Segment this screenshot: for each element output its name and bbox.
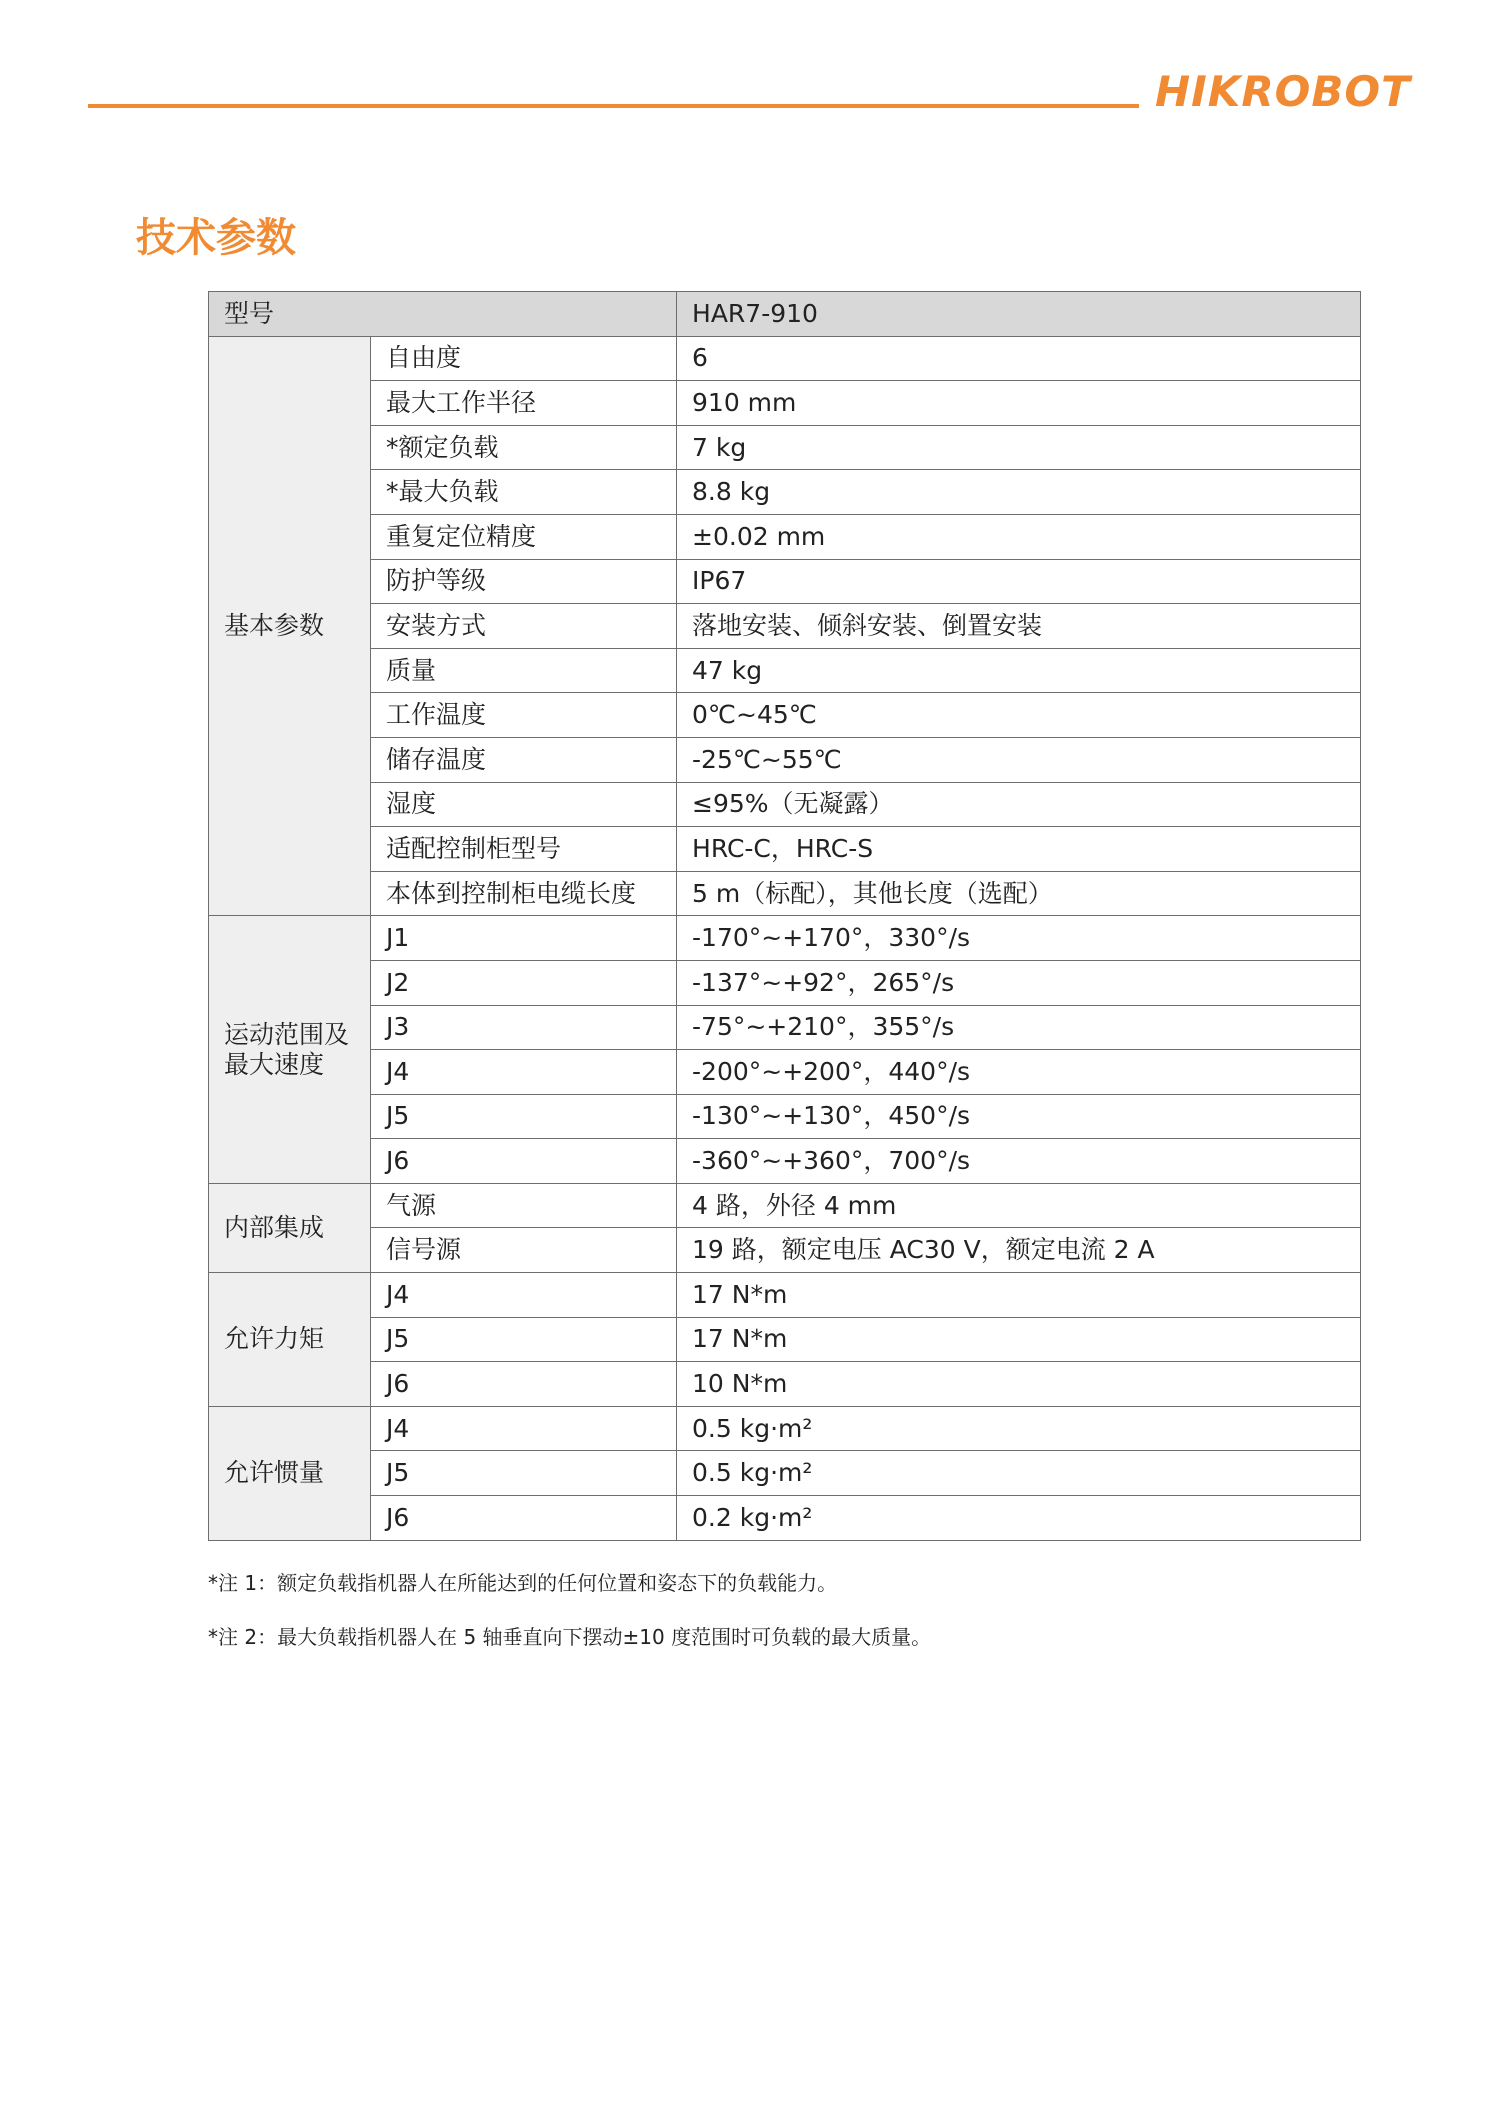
table-row <box>209 1496 1361 1541</box>
table-row <box>209 514 1361 559</box>
footnotes <box>208 1570 1358 1678</box>
model-label: 型号 <box>209 292 677 337</box>
param-label: J4 <box>371 1406 677 1451</box>
table-row <box>209 827 1361 872</box>
param-value: 0℃~45℃ <box>677 693 1361 738</box>
table-row <box>209 470 1361 515</box>
page-title: 技术参数 <box>136 215 296 261</box>
param-label: 信号源 <box>371 1228 677 1273</box>
param-value: 10 N*m <box>677 1362 1361 1407</box>
group-label <box>209 336 371 916</box>
param-label: 重复定位精度 <box>371 514 677 559</box>
footnote-2: *注 2：最大负载指机器人在 5 轴垂直向下摆动±10 度范围时可负载的最大质量。 <box>208 1625 932 1649</box>
param-label: 工作温度 <box>371 693 677 738</box>
table-row <box>209 425 1361 470</box>
table-header-row <box>209 292 1361 337</box>
param-label: J2 <box>371 960 677 1005</box>
param-value: 0.2 kg·m² <box>677 1496 1361 1541</box>
group-label-line: 内部集成 <box>224 1212 325 1242</box>
param-value: HRC-C，HRC-S <box>677 827 1361 872</box>
param-value: 17 N*m <box>677 1317 1361 1362</box>
param-value: -360°~+360°，700°/s <box>677 1139 1361 1184</box>
table-row <box>209 1362 1361 1407</box>
param-value: -200°~+200°，440°/s <box>677 1050 1361 1095</box>
param-value: 0.5 kg·m² <box>677 1406 1361 1451</box>
param-value: 落地安装、倾斜安装、倒置安装 <box>677 604 1361 649</box>
table-row <box>209 916 1361 961</box>
param-value: -170°~+170°，330°/s <box>677 916 1361 961</box>
param-label: 本体到控制柜电缆长度 <box>371 871 677 916</box>
param-label: *最大负载 <box>371 470 677 515</box>
table-row <box>209 1273 1361 1318</box>
group-label <box>209 1406 371 1540</box>
param-value: -25℃~55℃ <box>677 737 1361 782</box>
group-label <box>209 1273 371 1407</box>
table-row <box>209 871 1361 916</box>
param-value: ≤95%（无凝露） <box>677 782 1361 827</box>
param-value: -75°~+210°，355°/s <box>677 1005 1361 1050</box>
param-label: 质量 <box>371 648 677 693</box>
group-label-line: 允许惯量 <box>224 1458 325 1488</box>
param-label: 安装方式 <box>371 604 677 649</box>
param-value: 47 kg <box>677 648 1361 693</box>
param-value: 8.8 kg <box>677 470 1361 515</box>
table-row <box>209 1183 1361 1228</box>
spec-table <box>208 291 1361 1541</box>
param-value: IP67 <box>677 559 1361 604</box>
group-label-line: 允许力矩 <box>224 1324 325 1354</box>
param-value: 17 N*m <box>677 1273 1361 1318</box>
table-row <box>209 1139 1361 1184</box>
table-row <box>209 693 1361 738</box>
param-label: J6 <box>371 1362 677 1407</box>
param-label: 自由度 <box>371 336 677 381</box>
param-value: 0.5 kg·m² <box>677 1451 1361 1496</box>
param-value: 7 kg <box>677 425 1361 470</box>
table-row <box>209 1228 1361 1273</box>
table-row <box>209 648 1361 693</box>
header-divider <box>88 104 1139 108</box>
footnote-1: *注 1：额定负载指机器人在所能达到的任何位置和姿态下的负载能力。 <box>208 1571 838 1595</box>
param-value: ±0.02 mm <box>677 514 1361 559</box>
param-value: 19 路，额定电压 AC30 V，额定电流 2 A <box>677 1228 1361 1273</box>
group-label-line: 最大速度 <box>224 1049 325 1079</box>
param-label: 气源 <box>371 1183 677 1228</box>
table-row <box>209 1406 1361 1451</box>
param-value: 910 mm <box>677 381 1361 426</box>
param-label: J4 <box>371 1050 677 1095</box>
param-label: *额定负载 <box>371 425 677 470</box>
table-row <box>209 1317 1361 1362</box>
table-row <box>209 782 1361 827</box>
table-row <box>209 960 1361 1005</box>
param-value: 6 <box>677 336 1361 381</box>
param-label: J5 <box>371 1451 677 1496</box>
param-label: 最大工作半径 <box>371 381 677 426</box>
group-label <box>209 916 371 1184</box>
param-label: J1 <box>371 916 677 961</box>
table-row <box>209 604 1361 649</box>
param-value: 4 路，外径 4 mm <box>677 1183 1361 1228</box>
param-label: J6 <box>371 1496 677 1541</box>
table-row <box>209 1005 1361 1050</box>
param-label: 防护等级 <box>371 559 677 604</box>
group-label-line: 运动范围及 <box>224 1019 350 1049</box>
table-row <box>209 737 1361 782</box>
spec-table-body <box>209 292 1361 1541</box>
table-row <box>209 1050 1361 1095</box>
table-row <box>209 381 1361 426</box>
table-row <box>209 1094 1361 1139</box>
table-row <box>209 336 1361 381</box>
param-label: J4 <box>371 1273 677 1318</box>
model-value: HAR7-910 <box>677 292 1361 337</box>
table-row <box>209 559 1361 604</box>
param-label: J3 <box>371 1005 677 1050</box>
param-label: J5 <box>371 1094 677 1139</box>
param-value: -137°~+92°，265°/s <box>677 960 1361 1005</box>
param-label: J6 <box>371 1139 677 1184</box>
param-label: 适配控制柜型号 <box>371 827 677 872</box>
param-value: 5 m（标配），其他长度（选配） <box>677 871 1361 916</box>
group-label <box>209 1183 371 1272</box>
param-label: 储存温度 <box>371 737 677 782</box>
hikrobot-logo: HIKROBOT <box>1155 67 1411 116</box>
group-label-line: 基本参数 <box>224 610 325 640</box>
param-value: -130°~+130°，450°/s <box>677 1094 1361 1139</box>
param-label: 湿度 <box>371 782 677 827</box>
table-row <box>209 1451 1361 1496</box>
param-label: J5 <box>371 1317 677 1362</box>
